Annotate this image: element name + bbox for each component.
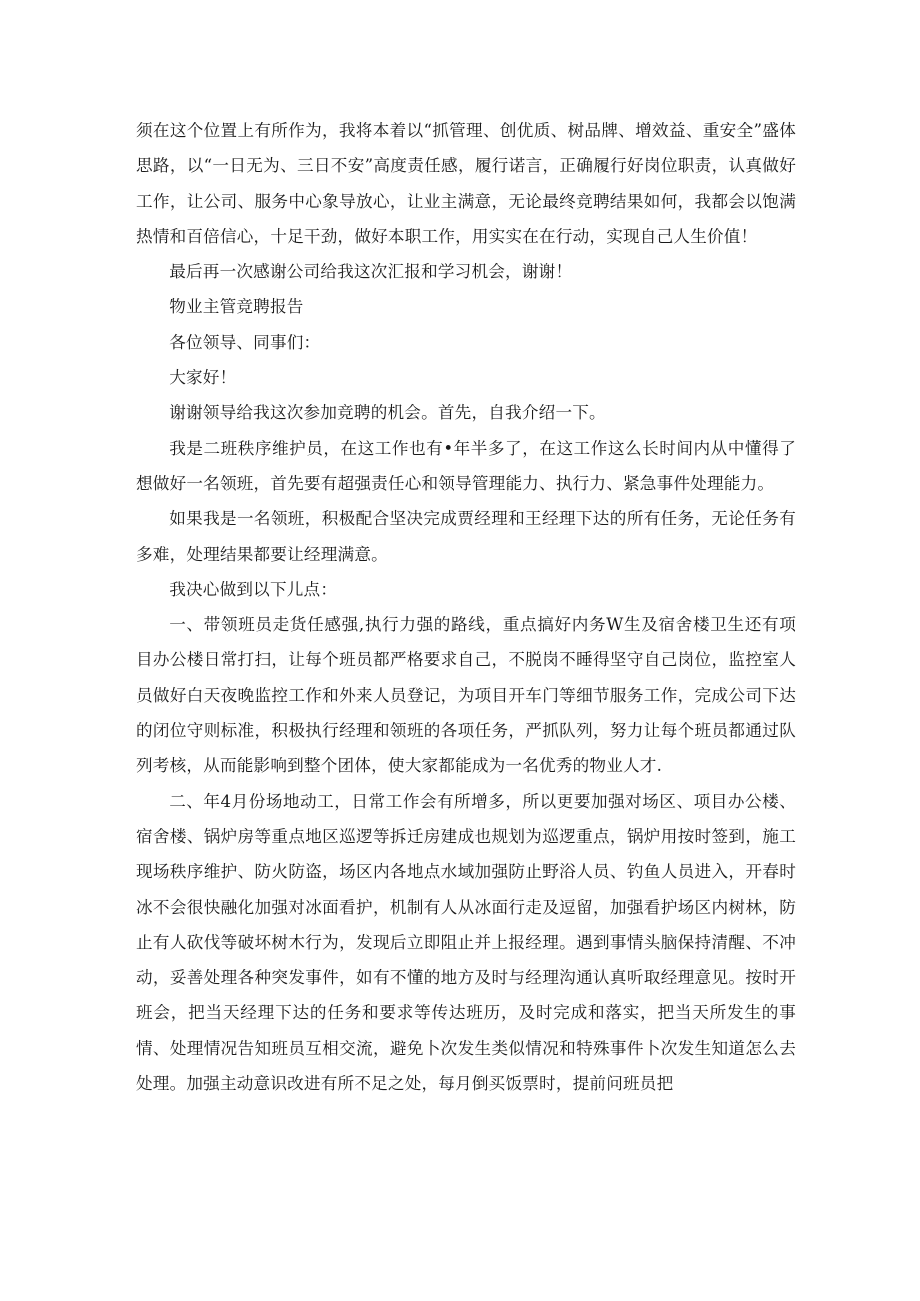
paragraph-5: 大家好！ [169,368,237,388]
paragraph-10: 一、带领班员走货任感强,执行力强的路线，重点搞好内务W生及宿舍楼卫生还有项目办公楼日常打扫，让每个班员都严格要求自己，不脱岗不睡得坚守自己岗位，监控室人员做好白天夜晚监控工作和外来人员登记，为项目开车门等细节服务工作，完成公司下达的闭位守则标准，积极执行经理和领班的各项任务，严抓队列，努力让每个班员都通过队列考核，从而能影响到整个团体，使大家都能成为一名优秀的物业人才. [136,615,796,776]
paragraph-1: 须在这个位置上有所作为，我将本着以“抓管理、创优质、树品牌、增效益、重安全”盛体思路，以“一日无为、三日不安”高度责任感，履行诺言，正确履行好岗位职责，认真做好工作，让公司、服务中心象导放心，让业主满意，无论最终竞聘结果如何，我都会以饱满热情和百倍信心，十足干劲，做好本职工作，用实实在在行动，实现自己人生价值！ [136,121,796,246]
paragraph-2: 最后再一次感谢公司给我这次汇报和学习机会，谢谢！ [169,262,573,282]
paragraph-4: 各位领导、同事们： [169,332,321,352]
document-body [136,113,796,1101]
paragraph-6: 谢谢领导给我这次参加竞聘的机会。首先，自我介绍一下。 [169,403,606,423]
paragraph-11: 二、年4月份场地动工，日常工作会有所增多，所以更要加强对场区、项目办公楼、宿舍楼、锅炉房等重点地区巡逻等拆迁房建成也规划为巡逻重点，锅炉用按时签到，施工现场秩序维护、防火防盗，场区内各地点水域加强防止野浴人员、钓鱼人员进入，开春时冰不会很快融化加强对冰面看护，机制有人从冰面行走及逗留，加强看护场区内树林，防止有人砍伐等破坏树木行为，发现后立即阻止并上报经理。遇到事情头脑保持清醒、不冲动，妥善处理各种突发事件，如有不懂的地方及时与经理沟通认真听取经理意见。按时开班会，把当天经理下达的任务和要求等传达班历，及时完成和落实，把当天所发生的事情、处理情况告知班员互相交流，避免卜次发生类似情况和特殊事件卜次发生知道怎么去处理。加强主动意识改进有所不足之处，每月倒买饭票时，提前问班员把 [136,791,796,1094]
paragraph-3: 物业主管竞聘报告 [169,297,304,317]
paragraph-8: 如果我是一名领班，积极配合坚决完成贾经理和王经理下达的所有任务，无论任务有多难，处理结果都要让经理满意。 [136,509,796,564]
paragraph-9: 我决心做到以下儿点： [169,579,338,599]
paragraph-7: 我是二班秩序维护员，在这工作也有•年半多了，在这工作这么长时间内从中懂得了想做好一名领班，首先要有超强责任心和领导管理能力、执行力、紧急事件处理能力。 [136,438,796,493]
